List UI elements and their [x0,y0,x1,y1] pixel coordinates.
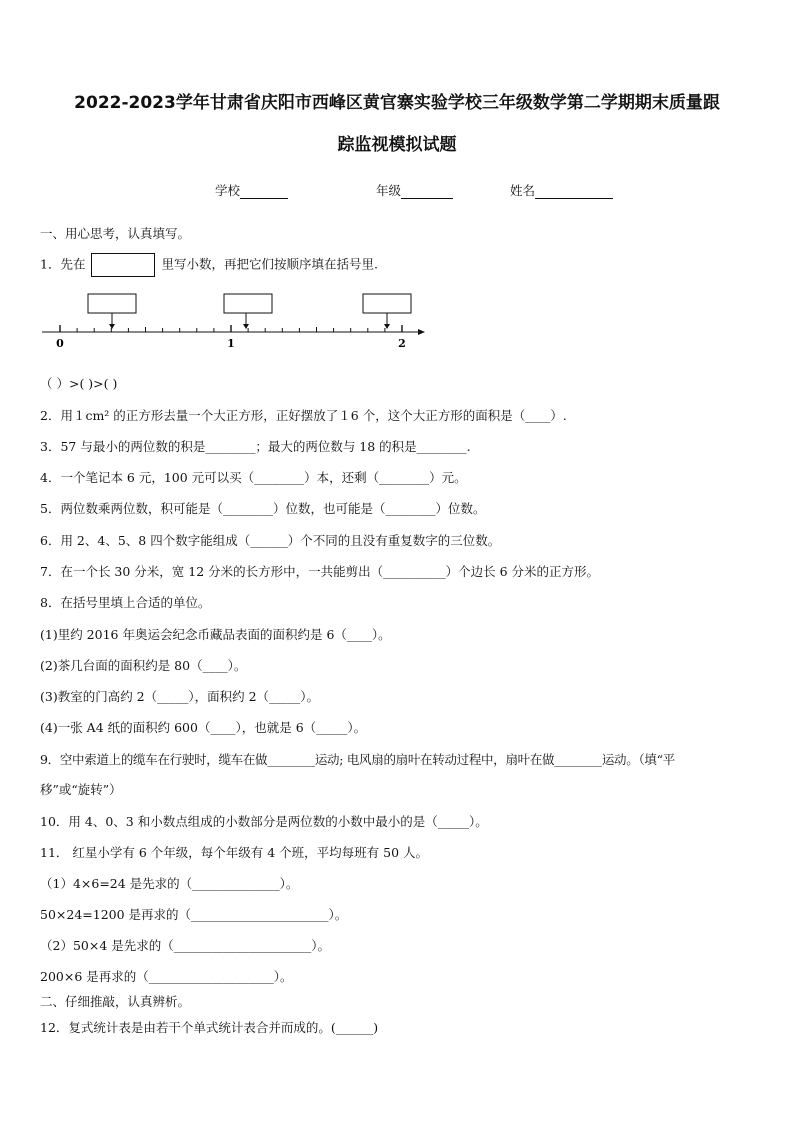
q11-sub-4: 200×6 是再求的（____________________）。 [40,969,293,984]
q1-sample-box [91,253,155,277]
q8-sub-2: (2)茶几台面的面积约是 80（____）。 [40,658,247,673]
axis-label-0: 0 [56,337,64,350]
question-9-continued: 移”或“旋转”） [40,782,122,797]
q8-sub-3: (3)教室的门高约 2（_____），面积约 2（_____）。 [40,689,320,704]
q1-text-after: 里写小数，再把它们按顺序填在括号里. [161,256,378,272]
question-6: 6．用 2、4、5、8 四个数字能组成（______）个不同的且没有重复数字的三位数。 [40,533,501,548]
q1-order-line: （ ）>( )>( ) [40,376,118,391]
name-blank[interactable] [535,185,613,199]
q8-sub-4: (4)一张 A4 纸的面积约 600（____），也就是 6（_____）。 [40,720,367,735]
title-line-1: 2022-2023学年甘肃省庆阳市西峰区黄官寨实验学校三年级数学第二学期期末质量跟 [74,93,720,113]
name-field [510,181,613,199]
section-2-heading: 二、仔细推敲，认真辨析。 [40,994,191,1009]
answer-box-3[interactable] [363,294,411,329]
q11-sub-2: 50×24=1200 是再求的（______________________）。 [40,907,348,922]
question-3: 3．57 与最小的两位数的积是________；最大的两位数与 18 的积是________. [40,439,471,454]
question-1 [40,253,378,277]
answer-box-1[interactable] [88,294,136,329]
name-label: 姓名 [510,183,536,198]
question-8: 8．在括号里填上合适的单位。 [40,595,211,610]
answer-box-2[interactable] [224,294,272,329]
q8-sub-1: (1)里约 2016 年奥运会纪念币藏品表面的面积约是 6（____）。 [40,627,391,642]
q11-sub-1: （1）4×6=24 是先求的（______________）。 [40,876,299,891]
question-10: 10．用 4、0、3 和小数点组成的小数部分是两位数的小数中最小的是（_____）。 [40,814,488,829]
section-1-heading: 一、用心思考，认真填写。 [40,226,191,241]
school-field [215,181,288,199]
axis-label-1: 1 [227,337,235,350]
grade-blank[interactable] [401,185,453,199]
question-12: 12．复式统计表是由若干个单式统计表合并而成的。(______) [40,1020,379,1035]
q1-text-before: 先在 [60,256,86,272]
q1-number: 1． [40,256,61,272]
question-7: 7．在一个长 30 分米，宽 12 分米的长方形中，一共能剪出（__________）个边长 6 分米的正方形。 [40,564,600,579]
axis-arrow-icon [418,329,425,335]
school-label: 学校 [215,183,241,198]
question-2: 2．用１cm² 的正方形去量一个大正方形，正好摆放了１6 个，这个大正方形的面积是（____）. [40,408,567,423]
number-line-figure [36,288,436,354]
title-line-2: 踪监视模拟试题 [337,135,457,155]
question-5: 5．两位数乘两位数，积可能是（________）位数，也可能是（________）位数。 [40,501,486,516]
grade-label: 年级 [376,183,402,198]
school-blank[interactable] [240,185,288,199]
question-11: 11． 红星小学有 6 个年级，每个年级有 4 个班，平均每班有 50 人。 [40,845,429,860]
axis-label-2: 2 [398,337,406,350]
question-4: 4．一个笔记本 6 元，100 元可以买（________）本，还剩（________）元。 [40,470,467,485]
q11-sub-3: （2）50×4 是先求的（______________________）。 [40,938,331,953]
question-9: 9．空中索道上的缆车在行驶时，缆车在做________运动; 电风扇的扇叶在转动过程中，扇叶在做________运动。（填“平 [40,752,675,767]
grade-field [376,181,453,199]
